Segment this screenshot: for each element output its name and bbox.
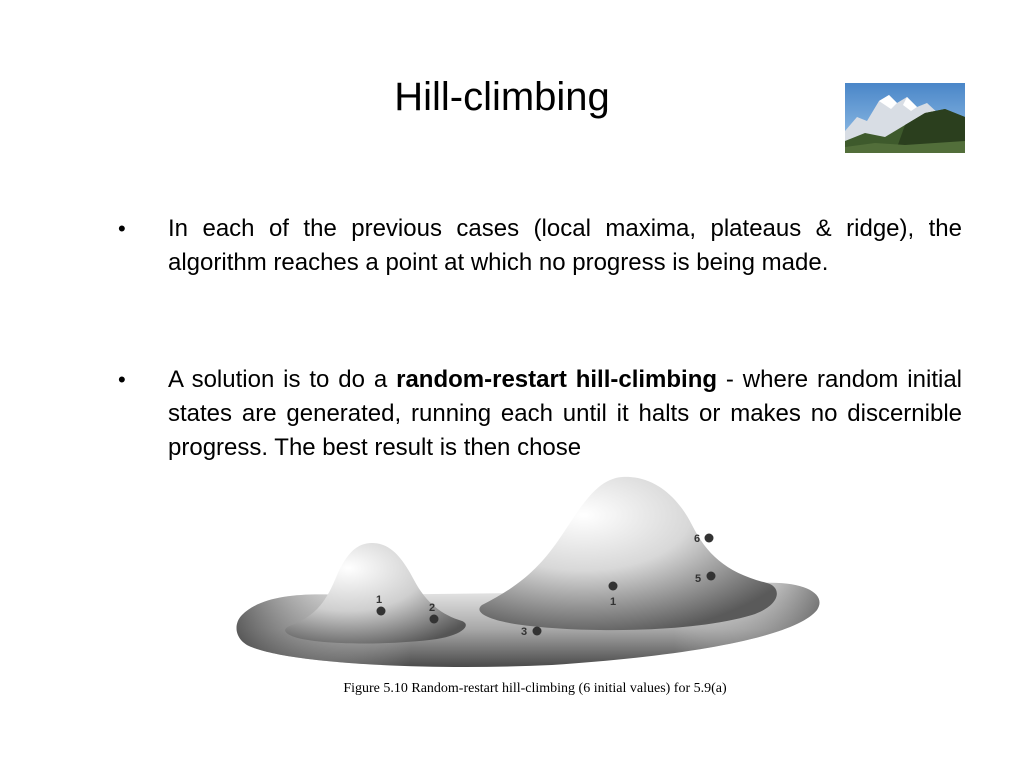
bullet-text-end: - where random initial states are generated, running each until it halts or makes no discernible progress. The best result is then chose — [168, 366, 962, 461]
point-label: 1 — [610, 596, 617, 608]
bullet-bold-term: random-restart hill-climbing — [396, 366, 718, 393]
slide-title: Hill-climbing — [394, 75, 610, 119]
figure-caption: Figure 5.10 Random-restart hill-climbing (6 initial values) for 5.9(a) — [343, 681, 727, 696]
bullet-item-2 — [118, 363, 962, 465]
bullet-marker: • — [118, 216, 126, 241]
bullet-text-start: A solution is to do a — [168, 366, 397, 393]
mountain-landscape-icon — [845, 83, 965, 153]
bullet-text: In each of the previous cases (local maxima, plateaus & ridge), the algorithm reaches a point at which no progress is being made. — [168, 215, 962, 276]
point-label: 2 — [429, 602, 436, 614]
point-label: 3 — [521, 626, 528, 638]
bullet-text — [168, 363, 962, 465]
bullet-item-1 — [118, 212, 962, 280]
hill-surface-figure — [222, 465, 832, 675]
point-label: 1 — [376, 594, 383, 606]
point-label: 6 — [694, 533, 701, 545]
point-6 — [694, 533, 714, 545]
point-label: 5 — [695, 573, 702, 585]
bullet-marker: • — [118, 367, 126, 392]
